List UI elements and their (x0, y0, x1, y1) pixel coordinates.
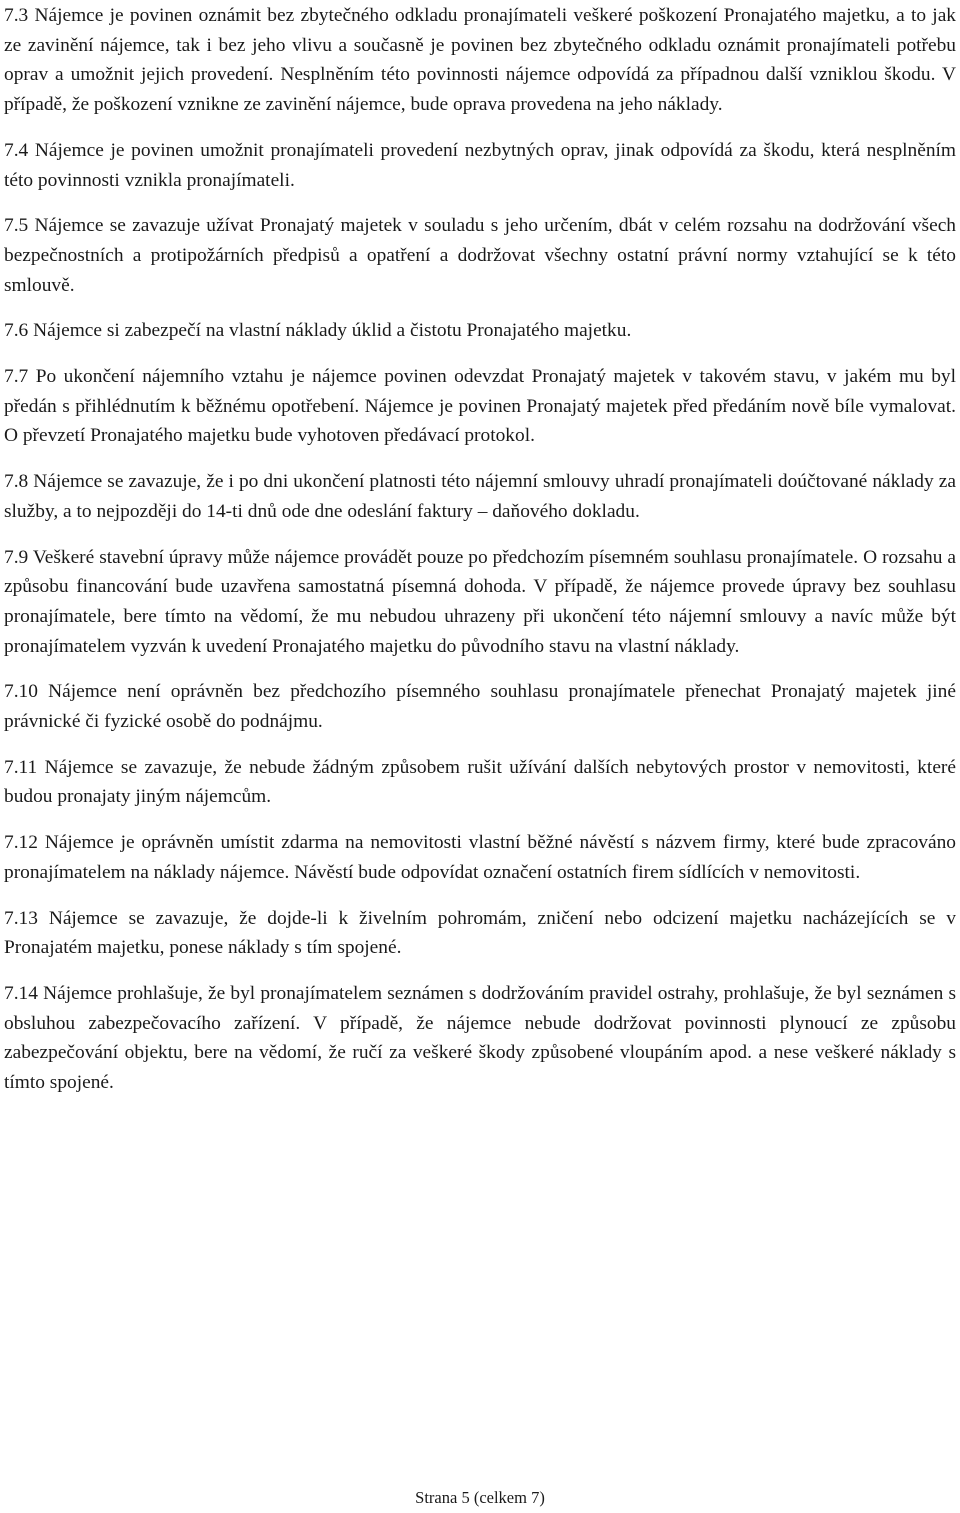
page-footer: Strana 5 (celkem 7) (415, 1488, 545, 1507)
paragraph-7-14: 7.14 Nájemce prohlašuje, že byl pronajímatelem seznámen s dodržováním pravidel ostrahy, prohlašuje, že byl seznámen s obsluhou zabezpečovacího zařízení. V případě, že nájemce nebude dodržovat povinnosti plynoucí ze způsobu zabezpečování objektu, bere na vědomí, že ručí za veškeré škody způsobené vloupáním apod. a nese veškeré náklady s tímto spojené. (4, 982, 956, 1094)
paragraph-7-6: 7.6 Nájemce si zabezpečí na vlastní náklady úklid a čistotu Pronajatého majetku. (4, 320, 632, 342)
paragraph-7-8: 7.8 Nájemce se zavazuje, že i po dni ukončení platnosti této nájemní smlouvy uhradí pronajímateli doúčtované náklady za služby, a to nejpozději do 14-ti dnů ode dne odeslání faktury – daňového dokladu. (4, 471, 956, 522)
paragraph-7-13: 7.13 Nájemce se zavazuje, že dojde-li k živelním pohromám, zničení nebo odcizení majetku nacházejících se v Pronajatém majetku, ponese náklady s tím spojené. (4, 907, 956, 959)
paragraph-7-4: 7.4 Nájemce je povinen umožnit pronajímateli provedení nezbytných oprav, jinak odpovídá za škodu, která nesplněním této povinnosti vznikla pronajímateli. (4, 139, 956, 191)
paragraph-7-10: 7.10 Nájemce není oprávněn bez předchozího písemného souhlasu pronajímatele přenechat Pronajatý majetek jiné právnické či fyzické osobě do podnájmu. (4, 681, 956, 733)
paragraph-7-11: 7.11 Nájemce se zavazuje, že nebude žádným způsobem rušit užívání dalších nebytových prostor v nemovitosti, které budou pronajaty jiným nájemcům. (4, 756, 956, 808)
paragraph-7-5: 7.5 Nájemce se zavazuje užívat Pronajatý majetek v souladu s jeho určením, dbát v celém rozsahu na dodržování všech bezpečnostních a protipožárních předpisů a opatření a dodržovat všechny ostatní právní normy vztahující se k této smlouvě. (4, 215, 956, 296)
paragraph-7-3: 7.3 Nájemce je povinen oznámit bez zbytečného odkladu pronajímateli veškeré poškození Pronajatého majetku, a to jak ze zavinění nájemce, tak i bez jeho vlivu a současně je povinen bez zbytečného odkladu oznámit pronajímateli potřebu oprav a umožnit jejich provedení. Nesplněním této povinnosti nájemce odpovídá za případnou další vzniklou škodu. V případě, že poškození vznikne ze zavinění nájemce, bude oprava provedena na jeho náklady. (4, 5, 956, 116)
paragraph-7-7: 7.7 Po ukončení nájemního vztahu je nájemce povinen odevzdat Pronajatý majetek v takovém stavu, v jakém mu byl předán s přihlédnutím k běžnému opotřebení. Nájemce je povinen Pronajatý majetek před předáním nově bíle vymalovat. O převzetí Pronajatého majetku bude vyhotoven předávací protokol. (4, 366, 956, 447)
paragraph-7-9: 7.9 Veškeré stavební úpravy může nájemce provádět pouze po předchozím písemném souhlasu pronajímatele. O rozsahu a způsobu financování bude uzavřena samostatná písemná dohoda. V případě, že nájemce provede úpravy bez souhlasu pronajímatele, bere tímto na vědomí, že mu nebudou uhrazeny při ukončení této nájemní smlouvy a navíc může být pronajímatelem vyzván k uvedení Pronajatého majetku do původního stavu na vlastní náklady. (4, 546, 956, 657)
document-page (4, 0, 956, 1114)
paragraph-7-12: 7.12 Nájemce je oprávněn umístit zdarma na nemovitosti vlastní běžné návěstí s názvem firmy, které bude zpracováno pronajímatelem na náklady nájemce. Návěstí bude odpovídat označení ostatních firem sídlících v nemovitosti. (4, 832, 956, 883)
